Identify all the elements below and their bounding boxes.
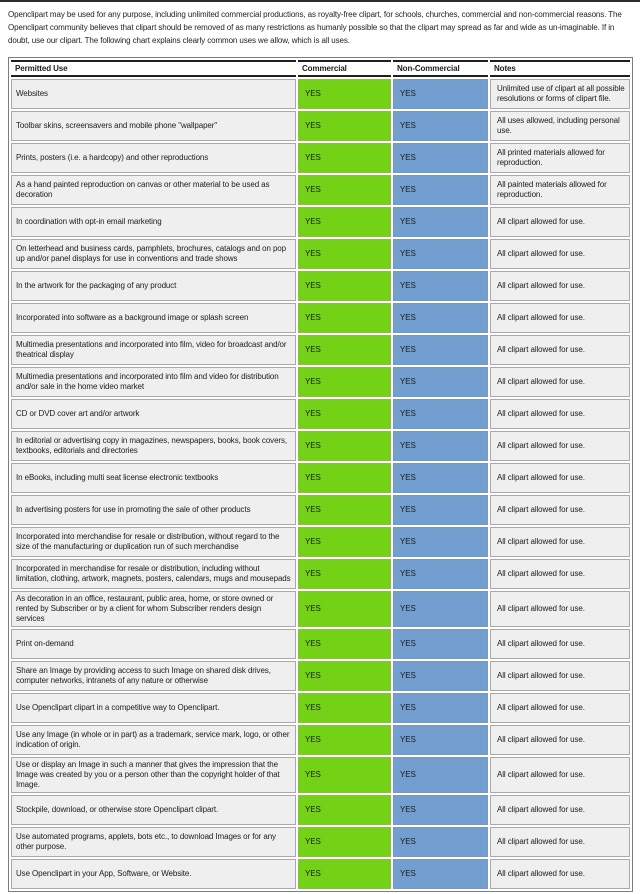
- permitted-use-cell: Stockpile, download, or otherwise store Openclipart clipart.: [11, 795, 296, 825]
- non-commercial-yes-cell: YES: [393, 175, 488, 205]
- non-commercial-yes-cell: YES: [393, 757, 488, 793]
- permitted-use-cell: Use any Image (in whole or in part) as a trademark, service mark, logo, or other indication of origin.: [11, 725, 296, 755]
- commercial-yes-cell: YES: [298, 661, 391, 691]
- commercial-yes-cell: YES: [298, 303, 391, 333]
- table-row: [11, 559, 630, 589]
- non-commercial-yes-cell: YES: [393, 827, 488, 857]
- header-commercial: Commercial: [298, 60, 391, 77]
- table-row: [11, 757, 630, 793]
- table-row: [11, 271, 630, 301]
- commercial-yes-cell: YES: [298, 111, 391, 141]
- non-commercial-yes-cell: YES: [393, 207, 488, 237]
- commercial-yes-cell: YES: [298, 591, 391, 627]
- commercial-yes-cell: YES: [298, 399, 391, 429]
- header-notes: Notes: [490, 60, 630, 77]
- non-commercial-yes-cell: YES: [393, 591, 488, 627]
- table-row: [11, 79, 630, 109]
- non-commercial-yes-cell: YES: [393, 143, 488, 173]
- permitted-use-cell: Use Openclipart clipart in a competitive way to Openclipart.: [11, 693, 296, 723]
- permitted-use-cell: In the artwork for the packaging of any product: [11, 271, 296, 301]
- notes-cell: All clipart allowed for use.: [490, 399, 630, 429]
- permitted-use-cell: Use or display an Image in such a manner that gives the impression that the Image was created by you or a person other than the copyright holder of that Image.: [11, 757, 296, 793]
- non-commercial-yes-cell: YES: [393, 239, 488, 269]
- commercial-yes-cell: YES: [298, 239, 391, 269]
- non-commercial-yes-cell: YES: [393, 795, 488, 825]
- non-commercial-yes-cell: YES: [393, 693, 488, 723]
- table-row: [11, 591, 630, 627]
- commercial-yes-cell: YES: [298, 79, 391, 109]
- commercial-yes-cell: YES: [298, 335, 391, 365]
- table-row: [11, 527, 630, 557]
- notes-cell: All clipart allowed for use.: [490, 859, 630, 889]
- notes-cell: All clipart allowed for use.: [490, 795, 630, 825]
- table-row: [11, 431, 630, 461]
- non-commercial-yes-cell: YES: [393, 367, 488, 397]
- notes-cell: All clipart allowed for use.: [490, 239, 630, 269]
- non-commercial-yes-cell: YES: [393, 463, 488, 493]
- notes-cell: All clipart allowed for use.: [490, 559, 630, 589]
- notes-cell: All clipart allowed for use.: [490, 495, 630, 525]
- permitted-use-cell: On letterhead and business cards, pamphlets, brochures, catalogs and on pop up and/or panel displays for use in conventions and trade shows: [11, 239, 296, 269]
- header-non-commercial: Non-Commercial: [393, 60, 488, 77]
- permitted-use-cell: Multimedia presentations and incorporated into film and video for distribution and/or sale in the home video market: [11, 367, 296, 397]
- table-row: [11, 111, 630, 141]
- commercial-yes-cell: YES: [298, 431, 391, 461]
- non-commercial-yes-cell: YES: [393, 111, 488, 141]
- permitted-use-cell: Prints, posters (i.e. a hardcopy) and other reproductions: [11, 143, 296, 173]
- non-commercial-yes-cell: YES: [393, 495, 488, 525]
- table-row: [11, 463, 630, 493]
- table-row: [11, 143, 630, 173]
- non-commercial-yes-cell: YES: [393, 629, 488, 659]
- non-commercial-yes-cell: YES: [393, 271, 488, 301]
- table-row: [11, 495, 630, 525]
- notes-cell: All clipart allowed for use.: [490, 463, 630, 493]
- notes-cell: All clipart allowed for use.: [490, 591, 630, 627]
- table-row: [11, 725, 630, 755]
- non-commercial-yes-cell: YES: [393, 399, 488, 429]
- table-row: [11, 303, 630, 333]
- permitted-use-cell: In coordination with opt-in email marketing: [11, 207, 296, 237]
- non-commercial-yes-cell: YES: [393, 559, 488, 589]
- commercial-yes-cell: YES: [298, 827, 391, 857]
- non-commercial-yes-cell: YES: [393, 335, 488, 365]
- notes-cell: All clipart allowed for use.: [490, 271, 630, 301]
- permitted-use-cell: CD or DVD cover art and/or artwork: [11, 399, 296, 429]
- permitted-use-cell: Incorporated in merchandise for resale or distribution, including without limitation, clothing, artwork, magnets, posters, calendars, mugs and mousepads: [11, 559, 296, 589]
- commercial-yes-cell: YES: [298, 143, 391, 173]
- notes-cell: All clipart allowed for use.: [490, 827, 630, 857]
- table-row: [11, 335, 630, 365]
- non-commercial-yes-cell: YES: [393, 725, 488, 755]
- non-commercial-yes-cell: YES: [393, 661, 488, 691]
- notes-cell: All clipart allowed for use.: [490, 303, 630, 333]
- table-row: [11, 399, 630, 429]
- commercial-yes-cell: YES: [298, 207, 391, 237]
- notes-cell: Unlimited use of clipart at all possible resolutions or forms of clipart file.: [490, 79, 630, 109]
- permitted-use-cell: Incorporated into merchandise for resale or distribution, without regard to the size of the manufacturing or duplication run of such merchandise: [11, 527, 296, 557]
- permitted-use-cell: In editorial or advertising copy in magazines, newspapers, books, book covers, textbooks, editorials and directories: [11, 431, 296, 461]
- table-row: [11, 693, 630, 723]
- permitted-use-cell: Toolbar skins, screensavers and mobile phone "wallpaper": [11, 111, 296, 141]
- permitted-use-cell: As decoration in an office, restaurant, public area, home, or store owned or rented by Subscriber or by a client for whom Subscriber renders design services: [11, 591, 296, 627]
- notes-cell: All clipart allowed for use.: [490, 335, 630, 365]
- non-commercial-yes-cell: YES: [393, 859, 488, 889]
- commercial-yes-cell: YES: [298, 463, 391, 493]
- permitted-use-cell: Use Openclipart in your App, Software, or Website.: [11, 859, 296, 889]
- table-row: [11, 175, 630, 205]
- notes-cell: All uses allowed, including personal use.: [490, 111, 630, 141]
- notes-cell: All clipart allowed for use.: [490, 207, 630, 237]
- table-row: [11, 827, 630, 857]
- commercial-yes-cell: YES: [298, 859, 391, 889]
- notes-cell: All clipart allowed for use.: [490, 725, 630, 755]
- notes-cell: All clipart allowed for use.: [490, 693, 630, 723]
- table-row: [11, 207, 630, 237]
- permitted-use-cell: Incorporated into software as a background image or splash screen: [11, 303, 296, 333]
- table-row: [11, 795, 630, 825]
- table-row: [11, 239, 630, 269]
- permitted-use-table: [8, 57, 633, 892]
- commercial-yes-cell: YES: [298, 271, 391, 301]
- permitted-use-cell: In eBooks, including multi seat license electronic textbooks: [11, 463, 296, 493]
- permitted-use-cell: In advertising posters for use in promoting the sale of other products: [11, 495, 296, 525]
- table-header-row: [11, 60, 630, 77]
- commercial-yes-cell: YES: [298, 367, 391, 397]
- commercial-yes-cell: YES: [298, 175, 391, 205]
- permitted-use-cell: As a hand painted reproduction on canvas or other material to be used as decoration: [11, 175, 296, 205]
- commercial-yes-cell: YES: [298, 559, 391, 589]
- permitted-use-cell: Use automated programs, applets, bots etc., to download Images or for any other purpose.: [11, 827, 296, 857]
- table-row: [11, 661, 630, 691]
- intro-paragraph: Openclipart may be used for any purpose, including unlimited commercial productions, as royalty-free clipart, for schools, churches, commercial and non-commercial reasons. The Openclipart community believes that clipart should be removed of as many restrictions as humanly possible so that the clipart may spread as far and wide as un-imaginable. If in doubt, use our clipart. The following chart explains clearly common uses we allow, which is all uses.: [8, 10, 622, 45]
- notes-cell: All clipart allowed for use.: [490, 367, 630, 397]
- permitted-use-cell: Print on-demand: [11, 629, 296, 659]
- commercial-yes-cell: YES: [298, 725, 391, 755]
- commercial-yes-cell: YES: [298, 527, 391, 557]
- non-commercial-yes-cell: YES: [393, 303, 488, 333]
- notes-cell: All clipart allowed for use.: [490, 757, 630, 793]
- commercial-yes-cell: YES: [298, 795, 391, 825]
- notes-cell: All clipart allowed for use.: [490, 527, 630, 557]
- table-row: [11, 629, 630, 659]
- permitted-use-cell: Share an Image by providing access to such Image on shared disk drives, computer networks, intranets of any nature or otherwise: [11, 661, 296, 691]
- commercial-yes-cell: YES: [298, 757, 391, 793]
- non-commercial-yes-cell: YES: [393, 79, 488, 109]
- notes-cell: All clipart allowed for use.: [490, 661, 630, 691]
- commercial-yes-cell: YES: [298, 629, 391, 659]
- non-commercial-yes-cell: YES: [393, 431, 488, 461]
- table-row: [11, 859, 630, 889]
- notes-cell: All clipart allowed for use.: [490, 629, 630, 659]
- commercial-yes-cell: YES: [298, 495, 391, 525]
- commercial-yes-cell: YES: [298, 693, 391, 723]
- notes-cell: All clipart allowed for use.: [490, 431, 630, 461]
- permitted-use-cell: Multimedia presentations and incorporated into film, video for broadcast and/or theatrical display: [11, 335, 296, 365]
- openclipart-usage-page: [0, 2, 640, 894]
- permitted-use-cell: Websites: [11, 79, 296, 109]
- notes-cell: All painted materials allowed for reproduction.: [490, 175, 630, 205]
- notes-cell: All printed materials allowed for reproduction.: [490, 143, 630, 173]
- header-permitted-use: Permitted Use: [11, 60, 296, 77]
- non-commercial-yes-cell: YES: [393, 527, 488, 557]
- table-row: [11, 367, 630, 397]
